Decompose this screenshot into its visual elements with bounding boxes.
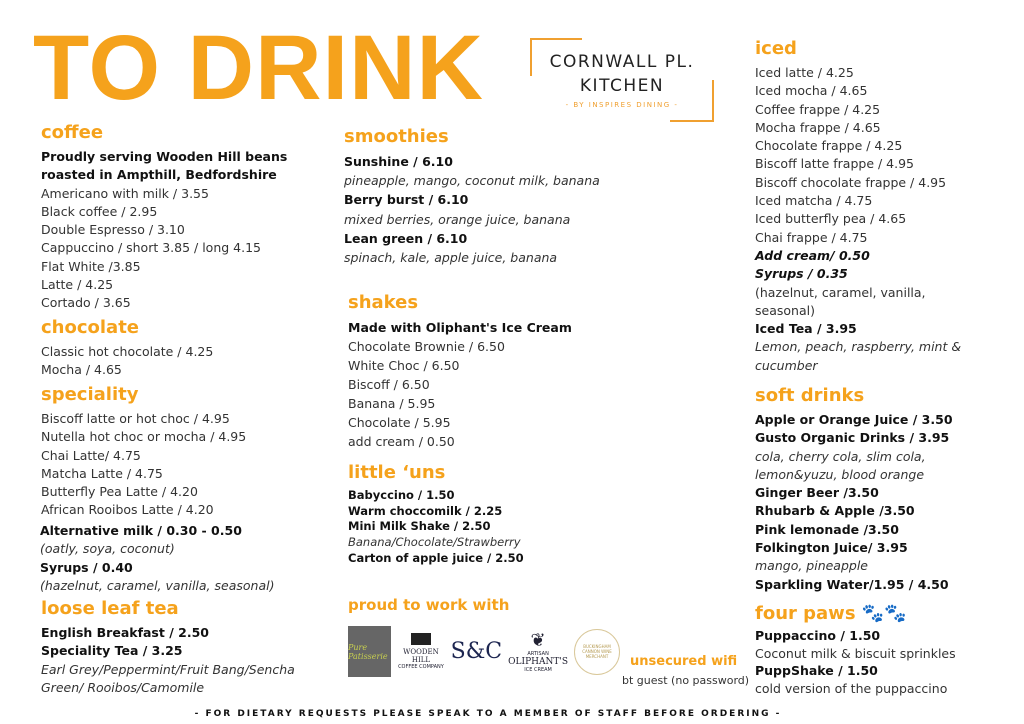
menu-line: (oatly, soya, coconut): [40, 541, 175, 557]
wifi-details: bt guest (no password): [622, 674, 750, 687]
menu-line: Made with Oliphant's Ice Cream: [348, 320, 572, 335]
menu-line: White Choc / 6.50: [348, 358, 460, 373]
menu-line: Proudly serving Wooden Hill beans: [41, 149, 288, 164]
menu-line: Ginger Beer /3.50: [755, 485, 879, 501]
menu-line: Chocolate / 5.95: [348, 415, 451, 430]
dietary-footer: - FOR DIETARY REQUESTS PLEASE SPEAK TO A MEMBER OF STAFF BEFORE ORDERING -: [194, 709, 782, 719]
menu-line: lemon&yuzu, blood orange: [755, 466, 925, 482]
menu-line: Black coffee / 2.95: [41, 203, 158, 219]
menu-line: Mocha / 4.65: [41, 362, 122, 378]
menu-line: Iced butterfly pea / 4.65: [755, 211, 907, 227]
menu-line: Coffee frappe / 4.25: [755, 101, 881, 117]
menu-line: Warm choccomilk / 2.25: [348, 503, 503, 518]
menu-line: cucumber: [755, 357, 818, 373]
menu-line: Americano with milk / 3.55: [41, 185, 209, 201]
menu-line: Biscoff latte frappe / 4.95: [755, 156, 915, 172]
section-heading: soft drinks: [755, 385, 865, 406]
menu-line: spinach, kale, apple juice, banana: [344, 250, 558, 266]
section-heading: chocolate: [41, 317, 140, 338]
buckingham-cannon-logo: BUCKINGHAM CANNON WINE MERCHANT: [574, 629, 620, 675]
menu-line: Cappuccino / short 3.85 / long 4.15: [41, 240, 261, 256]
menu-line: Flat White /3.85: [41, 258, 141, 274]
page-title: TO DRINK: [33, 17, 484, 119]
menu-line: add cream / 0.50: [348, 434, 455, 449]
menu-line: mango, pineapple: [755, 558, 869, 574]
menu-line: English Breakfast / 2.50: [41, 625, 209, 640]
wooden-hill-logo: WOODEN HILL COFFEE COMPANY: [397, 633, 444, 670]
menu-line: Earl Grey/Peppermint/Fruit Bang/Sencha: [41, 661, 295, 677]
menu-line: Lean green / 6.10: [344, 230, 468, 246]
menu-line: Biscoff chocolate frappe / 4.95: [755, 174, 947, 190]
menu-line: Matcha Latte / 4.75: [41, 465, 163, 481]
menu-line: Add cream/ 0.50: [755, 247, 870, 263]
menu-line: Chai frappe / 4.75: [755, 229, 868, 245]
menu-line: Pink lemonade /3.50: [755, 521, 899, 537]
menu-line: Folkington Juice/ 3.95: [755, 540, 908, 556]
menu-line: Classic hot chocolate / 4.25: [41, 344, 214, 359]
section-heading: four paws 🐾🐾: [755, 603, 907, 624]
section-smoothies: [344, 126, 600, 267]
menu-line: Double Espresso / 3.10: [41, 222, 185, 238]
section-heading: iced: [755, 38, 797, 59]
cornwall-pl-kitchen-logo: [530, 38, 714, 122]
menu-line: Syrups / 0.35: [755, 266, 848, 282]
menu-line: PuppShake / 1.50: [755, 663, 878, 678]
section-heading: smoothies: [344, 126, 449, 147]
menu-line: Cortado / 3.65: [41, 295, 131, 311]
menu-line: (hazelnut, caramel, vanilla, seasonal): [40, 577, 275, 593]
menu-line: Nutella hot choc or mocha / 4.95: [41, 429, 247, 445]
menu-line: Iced mocha / 4.65: [755, 83, 868, 99]
logo-line-1: CORNWALL PL.: [549, 52, 695, 72]
menu-line: mixed berries, orange juice, banana: [344, 211, 571, 227]
partner-logos: [348, 626, 620, 677]
menu-line: African Rooibos Latte / 4.20: [41, 502, 214, 518]
menu-line: Biscoff / 6.50: [348, 377, 430, 392]
menu-line: Biscoff latte or hot choc / 4.95: [41, 411, 230, 426]
menu-line: Iced latte / 4.25: [755, 65, 854, 80]
menu-line: Latte / 4.25: [41, 277, 114, 293]
menu-line: seasonal): [755, 302, 815, 318]
menu-line: Lemon, peach, raspberry, mint &: [755, 339, 962, 355]
menu-line: Chocolate Brownie / 6.50: [348, 339, 505, 354]
menu-line: Iced Tea / 3.95: [755, 321, 857, 337]
menu-line: Alternative milk / 0.30 - 0.50: [40, 523, 242, 538]
section-heading: loose leaf tea: [41, 598, 179, 619]
section-loose-leaf-tea: [41, 598, 295, 697]
oliphants-logo: ❦ ARTISAN OLIPHANT'S ICE CREAM: [508, 630, 568, 673]
menu-line: Carton of apple juice / 2.50: [348, 550, 524, 565]
menu-line: Banana / 5.95: [348, 396, 436, 411]
menu-line: Mini Milk Shake / 2.50: [348, 519, 491, 534]
menu-line: Coconut milk & biscuit sprinkles: [755, 645, 956, 661]
menu-line: Banana/Chocolate/Strawberry: [348, 535, 521, 550]
leaf-icon: ❦: [530, 630, 546, 651]
menu-line: roasted in Ampthill, Bedfordshire: [41, 167, 277, 183]
menu-line: Apple or Orange Juice / 3.50: [755, 412, 953, 427]
wifi-heading: unsecured wifi: [630, 654, 738, 669]
section-shakes: [348, 292, 572, 451]
pure-patisserie-logo: Pure Patisserie: [348, 626, 391, 677]
menu-line: Sunshine / 6.10: [344, 154, 453, 169]
section-heading: speciality: [41, 384, 139, 405]
menu-line: Gusto Organic Drinks / 3.95: [755, 430, 950, 446]
logo-line-3: - BY INSPIRES DINING -: [565, 101, 679, 109]
section-little-uns: [348, 462, 524, 567]
cup-icon: [411, 633, 431, 645]
section-iced: [755, 38, 961, 375]
section-heading: little ‘uns: [348, 462, 446, 483]
menu-line: (hazelnut, caramel, vanilla,: [755, 284, 926, 300]
section-chocolate: [41, 317, 213, 380]
section-soft-drinks: [755, 385, 953, 594]
menu-line: Speciality Tea / 3.25: [41, 643, 183, 659]
menu-line: Sparkling Water/1.95 / 4.50: [755, 576, 949, 592]
section-coffee: [41, 122, 287, 313]
menu-line: Chai Latte/ 4.75: [41, 447, 141, 463]
partners-heading: proud to work with: [348, 596, 510, 614]
menu-line: cola, cherry cola, slim cola,: [755, 448, 926, 464]
section-extras: [40, 522, 274, 595]
menu-line: Iced matcha / 4.75: [755, 193, 873, 209]
menu-line: Syrups / 0.40: [40, 559, 133, 575]
menu-line: Butterfly Pea Latte / 4.20: [41, 484, 198, 500]
section-speciality: [41, 384, 246, 520]
section-heading: coffee: [41, 122, 104, 143]
s-and-c-logo: S&C: [450, 639, 503, 664]
menu-line: Chocolate frappe / 4.25: [755, 138, 903, 154]
menu-line: cold version of the puppaccino: [755, 680, 948, 696]
section-heading: shakes: [348, 292, 419, 313]
menu-line: Green/ Rooibos/Camomile: [41, 679, 205, 695]
menu-line: pineapple, mango, coconut milk, banana: [344, 173, 600, 189]
menu-line: Babyccino / 1.50: [348, 488, 455, 502]
section-four-paws: [755, 603, 956, 697]
menu-line: Mocha frappe / 4.65: [755, 119, 881, 135]
menu-line: Rhubarb & Apple /3.50: [755, 503, 915, 519]
menu-line: Berry burst / 6.10: [344, 192, 469, 208]
menu-line: Puppaccino / 1.50: [755, 628, 881, 643]
logo-line-2: KITCHEN: [579, 76, 665, 96]
